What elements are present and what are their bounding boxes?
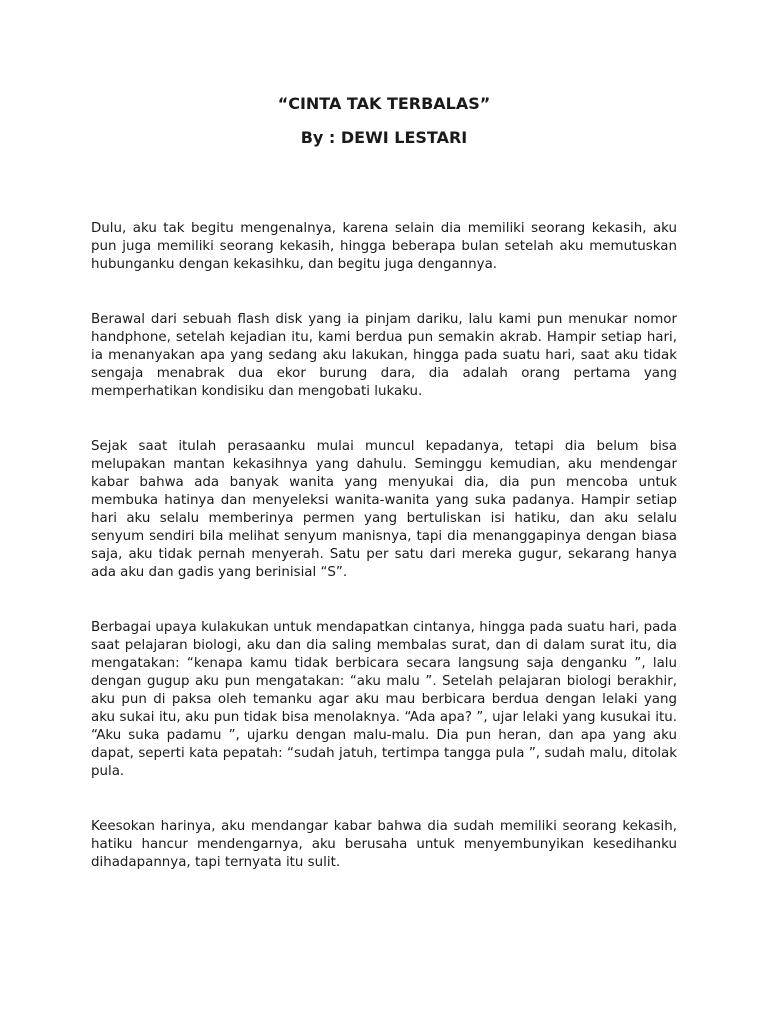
document-title: “CINTA TAK TERBALAS” [277,94,491,113]
paragraph-1: Dulu, aku tak begitu mengenalnya, karena selain dia memiliki seorang kekasih, aku pun juga memiliki seorang kekasih, hingga beberapa bulan setelah aku memutuskan hubunganku dengan kekasihku, dan begitu juga dengannya. [91,221,677,272]
paragraph-2: Berawal dari sebuah flash disk yang ia pinjam dariku, lalu kami pun menukar nomor handphone, setelah kejadian itu, kami berdua pun semakin akrab. Hampir setiap hari, ia menanyakan apa yang sedang aku lakukan, hingga pada suatu hari, saat aku tidak sengaja menabrak dua ekor burung dara, dia adalah orang pertama yang memperhatikan kondisiku dan mengobati lukaku. [91,312,677,399]
document-author: By : DEWI LESTARI [300,128,468,147]
paragraph-3: Sejak saat itulah perasaanku mulai muncul kepadanya, tetapi dia belum bisa melupakan mantan kekasihnya yang dahulu. Seminggu kemudian, aku mendengar kabar bahwa ada banyak wanita yang menyukai dia, dia pun mencoba untuk membuka hatinya dan menyeleksi wanita-wanita yang suka padanya. Hampir setiap hari aku selalu memberinya permen yang bertuliskan isi hatiku, dan aku selalu senyum sendiri bila melihat senyum manisnya, tapi dia menanggapinya dengan biasa saja, aku tidak pernah menyerah. Satu per satu dari mereka gugur, sekarang hanya ada aku dan gadis yang berinisial “S”. [91,439,677,580]
document-body [91,220,677,909]
paragraph-4: Berbagai upaya kulakukan untuk mendapatkan cintanya, hingga pada suatu hari, pada saat pelajaran biologi, aku dan dia saling membalas surat, dan di dalam surat itu, dia mengatakan: “kenapa kamu tidak berbicara secara langsung saja denganku ”, lalu dengan gugup aku pun mengatakan: “aku malu ”. Setelah pelajaran biologi berakhir, aku pun di paksa oleh temanku agar aku mau berbicara berdua dengan lelaki yang aku sukai itu, aku pun tidak bisa menolaknya. “Ada apa? ”, ujar lelaki yang kusukai itu. “Aku suka padamu ”, ujarku dengan malu-malu. Dia pun heran, dan apa yang aku dapat, seperti kata pepatah: “sudah jatuh, tertimpa tangga pula ”, sudah malu, ditolak pula. [91,620,677,779]
paragraph-5: Keesokan harinya, aku mendangar kabar bahwa dia sudah memiliki seorang kekasih, hatiku hancur mendengarnya, aku berusaha untuk menyembunyikan kesedihanku dihadapannya, tapi ternyata itu sulit. [91,819,677,870]
